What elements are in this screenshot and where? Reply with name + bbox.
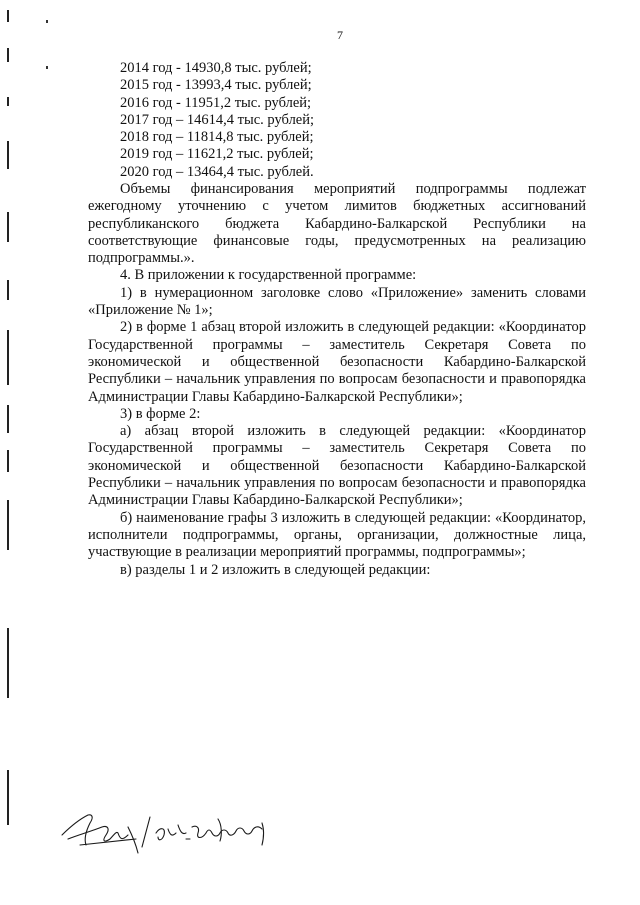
margin-mark	[7, 450, 9, 472]
paragraph-subitem-b: б) наименование графы 3 изложить в следующей редакции: «Координатор, исполнители подпрограммы, органы, организации, должностные лица, участвующие в реализации мероприятий программы, подпрограммы»;	[88, 509, 586, 561]
document-body	[88, 181, 586, 579]
margin-mark	[7, 500, 9, 550]
margin-mark	[7, 212, 9, 242]
budget-line: 2014 год - 14930,8 тыс. рублей;	[120, 60, 312, 76]
margin-mark	[7, 141, 9, 169]
paragraph-item-4: 4. В приложении к государственной программе:	[120, 267, 417, 284]
handwritten-signature	[58, 805, 283, 860]
paragraph-subitem-2: 2) в форме 1 абзац второй изложить в следующей редакции: «Координатор Государственной программы – заместитель Секретаря Совета по экономической и общественной безопасности Кабардино-Балкарской Республики – начальник управления по вопросам безопасности и правопорядка Администрации Главы Кабардино-Балкарской Республики»;	[88, 319, 586, 405]
budget-line: 2018 год – 11814,8 тыс. рублей;	[120, 129, 314, 146]
margin-mark	[7, 628, 9, 698]
paragraph-subitem-3: 3) в форме 2:	[120, 405, 201, 422]
budget-line: 2020 год – 13464,4 тыс. рублей.	[120, 163, 314, 180]
budget-line: 2016 год - 11951,2 тыс. рублей;	[120, 94, 312, 111]
margin-mark	[7, 10, 9, 22]
paragraph-subitem-a: а) абзац второй изложить в следующей редакции: «Координатор Государственной программы – заместитель Секретаря Совета по экономической и общественной безопасности Кабардино-Балкарской Республики – начальник управления по вопросам безопасности и правопорядка Администрации Главы Кабардино-Балкарской Республики»;	[88, 423, 586, 509]
margin-mark	[7, 97, 9, 106]
margin-mark	[7, 330, 9, 385]
paragraph-subitem-1: 1) в нумерационном заголовке слово «Приложение» заменить словами «Приложение № 1»;	[88, 284, 586, 319]
paragraph-financing: Объемы финансирования мероприятий подпрограммы подлежат ежегодному уточнению с учетом лимитов бюджетных ассигнований республиканского бюджета Кабардино-Балкарской Республики на соответствующие финансовые годы, предусмотренных на реализацию подпрограммы.».	[88, 181, 586, 267]
margin-dot	[46, 20, 48, 23]
margin-mark	[7, 280, 9, 300]
budget-line: 2015 год - 13993,4 тыс. рублей;	[120, 77, 312, 94]
paragraph-subitem-v: в) разделы 1 и 2 изложить в следующей редакции:	[120, 561, 431, 578]
margin-mark	[7, 48, 9, 62]
margin-mark	[7, 770, 9, 825]
page-number: 7	[337, 28, 343, 42]
margin-mark	[7, 405, 9, 433]
budget-line: 2017 год – 14614,4 тыс. рублей;	[120, 111, 315, 128]
budget-line: 2019 год – 11621,2 тыс. рублей;	[120, 146, 314, 163]
budget-list	[120, 60, 314, 181]
margin-dot	[46, 66, 48, 69]
